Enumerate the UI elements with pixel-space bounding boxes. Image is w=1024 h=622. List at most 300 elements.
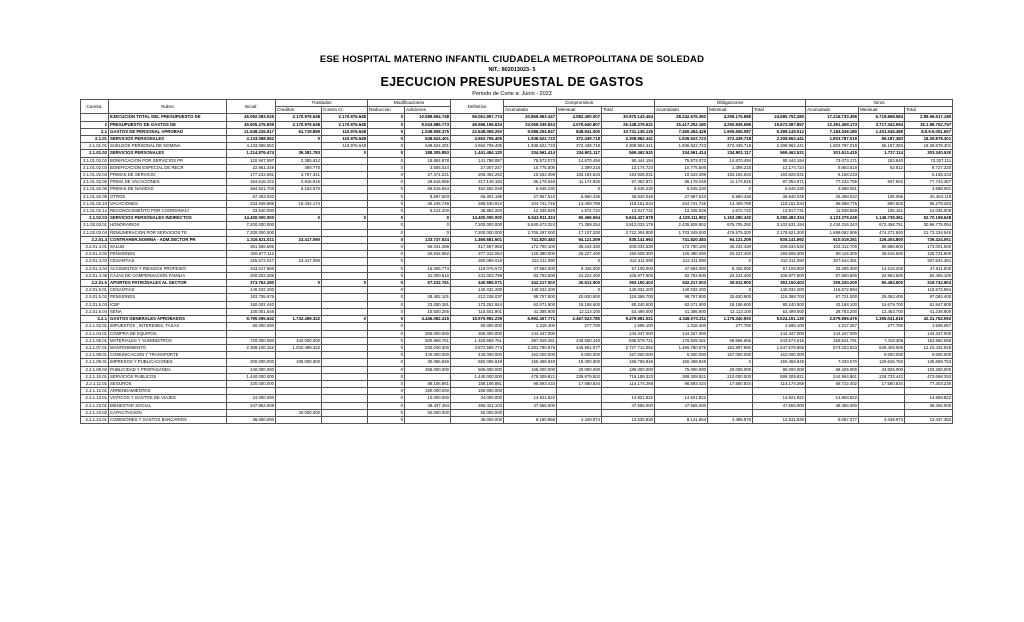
cell-value: 82.753.500 — [504, 272, 557, 279]
cell-value: 18.168.600 — [708, 301, 753, 308]
cell-value: 17.216.733.396 — [806, 114, 859, 121]
table-row — [81, 229, 953, 236]
cell-value — [322, 359, 368, 366]
cell-value: 36.615.500 — [859, 251, 905, 258]
cell-cuenta: 2.2.1.09.01 — [81, 359, 109, 366]
cell-value: 2.179.921.200 — [753, 229, 806, 236]
cell-value — [276, 244, 322, 251]
cell-value: 7.033.570 — [806, 359, 859, 366]
cell-rubro: SERVICIOS PERSONALES — [109, 136, 227, 143]
cell-value: 2.879.959.476 — [806, 316, 859, 323]
cell-value: 20.630.900 — [708, 294, 753, 301]
table-row — [81, 143, 953, 150]
cell-value: 0 — [322, 280, 368, 287]
cell-value — [276, 380, 322, 387]
period-line: Periodo de Corte a: Junio - 2023 — [472, 91, 552, 97]
cell-value: 1.317.357 — [806, 323, 859, 330]
cell-value: 125.731.800 — [905, 251, 953, 258]
cell-value: 14.921.822 — [602, 395, 655, 402]
cell-value — [322, 272, 368, 279]
cell-value: 140.032.200 — [753, 287, 806, 294]
cell-value: 0 — [405, 215, 451, 222]
cell-rubro: BONIFICACION POR SERVICIOS PR — [109, 157, 227, 164]
cell-value — [322, 222, 368, 229]
cell-value: 17.580.834 — [557, 380, 602, 387]
cell-value: 12.345.929 — [655, 208, 708, 215]
cell-value: 144.347.000 — [753, 330, 806, 337]
cell-value: 114.174.268 — [602, 380, 655, 387]
cell-value: 180.000.000 — [451, 388, 504, 395]
cell-rubro: COMISIONES Y GASTOS BANCARIOS — [109, 416, 227, 423]
cell-value: 5.214.200 — [405, 208, 451, 215]
cell-value: 361.556.695 — [227, 244, 276, 251]
cell-value: 24.000.000 — [227, 395, 276, 402]
table-row — [81, 395, 953, 402]
cell-value: 648.624.401 — [405, 143, 451, 150]
cell-value: 21.648.226.617 — [227, 128, 276, 135]
cell-value: 97.352.871 — [602, 179, 655, 186]
cell-value: 0 — [368, 330, 405, 337]
cell-value: 68.425.000 — [806, 366, 859, 373]
cell-value: 2.89.56.617.180 — [905, 114, 953, 121]
cell-value: 14.870.494 — [557, 157, 602, 164]
table-row — [81, 164, 953, 171]
cell-value: 1.672.722 — [557, 208, 602, 215]
cell-value — [276, 402, 322, 409]
cell-rubro: GASTOS GENERALES APROBADOS — [109, 316, 227, 323]
cell-value — [557, 409, 602, 416]
cell-rubro: MANTENIMIENTO — [109, 344, 227, 351]
cell-value: 12.531.830 — [753, 416, 806, 423]
cell-value: 12.113.100 — [557, 308, 602, 315]
cell-value: 0 — [368, 323, 405, 330]
cell-value: 9.790.095.642 — [227, 316, 276, 323]
cell-value: 63.812 — [859, 164, 905, 171]
cell-rubro: PUBLICIDAD Y PROPAGANDA — [109, 366, 227, 373]
cell-value: 96.279.283 — [905, 200, 953, 207]
cell-value: 27.471.221 — [405, 172, 451, 179]
cell-cuenta: 2.1.02.03 — [81, 215, 109, 222]
cell-value: 277.700 — [708, 323, 753, 330]
cell-value: 3.915.916 — [276, 179, 322, 186]
cell-value: 5.282.492.334 — [753, 215, 806, 222]
table-row — [81, 388, 953, 395]
cell-value: 10.000.000 — [405, 395, 451, 402]
cell-value: 9.600.000 — [859, 352, 905, 359]
cell-cuenta: 2.2.1.02.01 — [81, 323, 109, 330]
table-body — [81, 114, 953, 424]
cell-value: 56.061.997.774 — [451, 114, 504, 121]
table-row — [81, 200, 953, 207]
cell-value: 719.189.323 — [602, 373, 655, 380]
col-obligaciones-acumulado: Acumulado — [655, 107, 708, 114]
cell-cuenta: 2.2.01.5 — [81, 280, 109, 287]
cell-value: 0 — [276, 280, 322, 287]
cell-value: 0 — [368, 143, 405, 150]
cell-value: 94.121.209 — [708, 236, 753, 243]
cell-value: 0 — [368, 316, 405, 323]
cell-value: 8.141.854 — [655, 416, 708, 423]
cell-value: 289.530.912 — [451, 200, 504, 207]
cell-value: 4.348.070.211 — [655, 316, 708, 323]
table-row — [81, 294, 953, 301]
col-obligaciones-total: Total — [753, 107, 806, 114]
cell-value — [276, 193, 322, 200]
cell-rubro: SUELDOS PERSONAL DE NOMINA — [109, 143, 227, 150]
cell-value — [557, 402, 602, 409]
cell-value — [708, 395, 753, 402]
cell-value: 0 — [557, 287, 602, 294]
table-row — [81, 272, 953, 279]
cell-value — [806, 388, 859, 395]
cell-value — [322, 301, 368, 308]
cell-cuenta: 2.2.01.5.04 — [81, 308, 109, 315]
cell-value: 2.170.976.648 — [276, 121, 322, 128]
cell-value — [859, 388, 905, 395]
cell-value: 11.938.858 — [806, 208, 859, 215]
cell-value — [405, 258, 451, 265]
cell-value: 157.000.000 — [708, 352, 753, 359]
cell-value: 50.000.000 — [405, 409, 451, 416]
cell-value: 3.717.342.594 — [859, 121, 905, 128]
cell-value: 720.000.000 — [227, 337, 276, 344]
cell-value: 103.017.866 — [227, 265, 276, 272]
cell-value: 43.168.100 — [806, 301, 859, 308]
cell-value: 505.000.000 — [451, 366, 504, 373]
cell-value: 28.242.576.392 — [655, 114, 708, 121]
cell-value: 440.995.071 — [451, 280, 504, 287]
cell-value: 9.479.981.021 — [602, 316, 655, 323]
cell-value: 676.705.292 — [708, 222, 753, 229]
cell-value: 9.389.149.512 — [753, 128, 806, 135]
cell-value: 28.783.200 — [806, 308, 859, 315]
cell-value: 100.000.000 — [227, 380, 276, 387]
cell-value: 80.466.654 — [557, 215, 602, 222]
table-row — [81, 280, 953, 287]
cell-value: 36.940.049 — [753, 193, 806, 200]
cell-value: 5.524.151.130 — [753, 316, 806, 323]
cell-value: 33.640.000 — [227, 208, 276, 215]
cell-value: 7.200.000.000 — [227, 229, 276, 236]
cell-rubro: SENA — [109, 308, 227, 315]
cell-value: 61.719.899 — [276, 128, 322, 135]
cell-value: 18.29.878.301 — [905, 136, 953, 143]
cell-value: 118.151.534 — [753, 200, 806, 207]
cell-value: 12.174.724 — [602, 164, 655, 171]
cell-value: 144.347.000 — [806, 330, 859, 337]
cell-value: 1.703.349.000 — [655, 229, 708, 236]
cell-value: 47.655.000 — [753, 402, 806, 409]
cell-value: 0 — [368, 136, 405, 143]
cell-value: 210.000.000 — [708, 373, 753, 380]
cell-value — [859, 402, 905, 409]
col-contra-cr: Contra Cr. — [322, 107, 368, 114]
cell-value — [322, 157, 368, 164]
cell-value: 277.700 — [557, 323, 602, 330]
cell-value: 1.318.400 — [504, 323, 557, 330]
cell-value — [806, 352, 859, 359]
cell-value — [322, 330, 368, 337]
cell-value — [905, 388, 953, 395]
cell-value: 7.460.454.428 — [655, 128, 708, 135]
cell-value: 6.645.230 — [602, 186, 655, 193]
table-row — [81, 258, 953, 265]
cell-value: 19.434.174 — [276, 200, 322, 207]
cell-value: 6.992.457.771 — [504, 316, 557, 323]
table-row — [81, 287, 953, 294]
cell-value: 2.281.780.975 — [504, 344, 557, 351]
cell-value: 1.175.340.920 — [708, 316, 753, 323]
cell-value: 8.180.856 — [504, 416, 557, 423]
budget-execution-table — [80, 99, 953, 424]
cell-cuenta: 2.1.01.02.06 — [81, 186, 109, 193]
cell-value: 140.032.200 — [451, 287, 504, 294]
cell-cuenta: 2.2.01.4.05 — [81, 272, 109, 279]
cell-value: 206.492.253 — [451, 172, 504, 179]
cell-value: 14.921.822 — [655, 395, 708, 402]
cell-value: 0 — [368, 366, 405, 373]
col-definitivo: Definitivo — [451, 100, 504, 114]
cell-value: 30.96.775.094 — [905, 222, 953, 229]
cell-value: 12.453.700 — [859, 308, 905, 315]
cell-value: 18.168.600 — [557, 301, 602, 308]
cell-value: 2.170.976.648 — [276, 114, 322, 121]
cell-value: 200.003.289 — [227, 272, 276, 279]
cell-value: 30.096.849 — [405, 359, 451, 366]
cell-value: 5.840.673.324 — [504, 222, 557, 229]
cell-value: 166.768.849 — [602, 359, 655, 366]
cell-value: 377.312.064 — [451, 251, 504, 258]
cell-value: 3.588.081 — [806, 186, 859, 193]
cell-value — [276, 301, 322, 308]
cell-value: 372.439.718 — [708, 136, 753, 143]
cell-cuenta: 2.2.01.4.04 — [81, 265, 109, 272]
cell-value: 34.825.000 — [859, 366, 905, 373]
cell-value: 17.580.834 — [859, 380, 905, 387]
cell-value: 13.409.789 — [708, 200, 753, 207]
cell-value: 452.592.049 — [451, 186, 504, 193]
cell-rubro: IMPUESTOS , INTERESES, TASAS — [109, 323, 227, 330]
cell-value: 12.174.724 — [753, 164, 806, 171]
cell-value: 49.996.156.634 — [451, 121, 504, 128]
cell-value: 0 — [368, 236, 405, 243]
table-row — [81, 301, 953, 308]
cell-value: 150.468.849 — [753, 359, 806, 366]
cell-value — [905, 409, 953, 416]
cell-value: 11.174.825 — [708, 179, 753, 186]
cell-value: 14.921.822 — [753, 395, 806, 402]
cell-value: 0 — [276, 215, 322, 222]
cell-value — [276, 388, 322, 395]
cell-value: 180.000.000 — [405, 388, 451, 395]
cell-cuenta: 2.2.1.10.01 — [81, 373, 109, 380]
cell-value: 473.698.293 — [905, 373, 953, 380]
cell-value: 5.168.233 — [905, 172, 953, 179]
cell-value: 1.465.780.975 — [655, 344, 708, 351]
cell-value: 104.741.745 — [655, 200, 708, 207]
cell-value: 22.648.069.293 — [451, 128, 504, 135]
cell-value: 8.897.503 — [405, 193, 451, 200]
cell-value: 0 — [368, 114, 405, 121]
cell-value: 439.650.440 — [557, 337, 602, 344]
cell-value: 0 — [557, 258, 602, 265]
cell-value: 0 — [708, 258, 753, 265]
cell-value: 0 — [368, 395, 405, 402]
table-row — [81, 416, 953, 423]
cell-value: 90.444.194 — [602, 157, 655, 164]
cell-cuenta: 2.1.01.02.03 — [81, 164, 109, 171]
cell-value — [227, 409, 276, 416]
cell-value — [276, 272, 322, 279]
cell-rubro: CAJAS DE COMPENSACION FAMILIA — [109, 272, 227, 279]
cell-value: 209.034.530 — [602, 244, 655, 251]
cell-rubro: IMPRESOS Y PUBLICACIONES — [109, 359, 227, 366]
cell-value: 39.381.783 — [276, 150, 322, 157]
cell-value: 185.000.000 — [602, 366, 655, 373]
cell-value: 14.869.822 — [905, 395, 953, 402]
cell-value: 9.727.330 — [905, 164, 953, 171]
cell-value: 10.633.399 — [504, 172, 557, 179]
cell-rubro: RECONOCIMIENTO POR COORDINACI — [109, 208, 227, 215]
cell-value: 373.762.280 — [227, 280, 276, 287]
cell-value: 4.662.706.405 — [451, 143, 504, 150]
cell-value: 140.032.200 — [655, 287, 708, 294]
cell-value: 94.121.209 — [557, 236, 602, 243]
cell-value: 0 — [708, 287, 753, 294]
report-title: EJECUCION PRESUPUESTAL DE GASTOS — [380, 75, 644, 89]
cell-value: 0 — [708, 359, 753, 366]
cell-value: 1.936.522.723 — [504, 136, 557, 143]
cell-value — [227, 388, 276, 395]
cell-value: 6.960.436 — [557, 193, 602, 200]
cell-value: 6.645.230 — [753, 186, 806, 193]
cell-value: 12.113.100 — [708, 308, 753, 315]
cell-value: 0 — [368, 402, 405, 409]
cell-value: 8.043.886.773 — [405, 121, 451, 128]
table-row — [81, 215, 953, 222]
cell-value: 2.435.928.902 — [655, 222, 708, 229]
cell-value — [322, 193, 368, 200]
cell-value: 1.465.681.601 — [451, 236, 504, 243]
cell-cuenta: 2.2.1.04.01 — [81, 330, 109, 337]
cell-value: 30.000.000 — [276, 409, 322, 416]
cell-value: 98.757.800 — [504, 294, 557, 301]
cell-value — [276, 308, 322, 315]
cell-value: 500.869.761 — [405, 337, 451, 344]
cell-value: 119.388.700 — [602, 294, 655, 301]
col-inicial: Inicial: — [227, 100, 276, 114]
cell-value: 53.499.000 — [753, 308, 806, 315]
cell-value: 12.345.929 — [504, 208, 557, 215]
cell-value — [859, 186, 905, 193]
cell-value: 0 — [368, 359, 405, 366]
table-row — [81, 373, 953, 380]
cell-value: 165.000.000 — [504, 366, 557, 373]
cell-value — [405, 373, 451, 380]
cell-value: 636.409.005 — [859, 344, 905, 351]
cell-value: 110.976.648 — [322, 136, 368, 143]
cell-cuenta: 2.1 — [81, 128, 109, 135]
cell-value: 247.963.609 — [227, 402, 276, 409]
cell-rubro: CAPACITACION — [109, 409, 227, 416]
cell-value: 110.976.648 — [322, 143, 368, 150]
cell-value: 38.355.000 — [806, 402, 859, 409]
cell-value: 1.803.787.019 — [806, 136, 859, 143]
cell-cuenta: 2.2.1.12.01 — [81, 388, 109, 395]
cell-value: 110.976.648 — [322, 128, 368, 135]
cell-value: 1.440.000.000 — [227, 373, 276, 380]
table-row — [81, 179, 953, 186]
cell-value: 31.000.510 — [405, 272, 451, 279]
cell-value: 0 — [368, 150, 405, 157]
cell-value: 2.434.316.343 — [806, 222, 859, 229]
cell-value: 12.045.009 — [905, 208, 953, 215]
cell-value: 3.872.599.774 — [451, 344, 504, 351]
cell-value: 140.032.200 — [227, 287, 276, 294]
cell-value: 0 — [368, 193, 405, 200]
cell-value: 312.411.090 — [504, 258, 557, 265]
cell-value: 119.388.700 — [753, 294, 806, 301]
cell-value: 88.106.881 — [405, 380, 451, 387]
cell-value: 80.240.500 — [602, 301, 655, 308]
cell-value: 599.309.821 — [753, 373, 806, 380]
cell-value: 0 — [368, 244, 405, 251]
cell-value: 0 — [368, 215, 405, 222]
cell-value — [322, 388, 368, 395]
cell-value: 100.000.000 — [276, 337, 322, 344]
cell-value: 4.133.068.552 — [227, 143, 276, 150]
cell-value — [322, 308, 368, 315]
cell-rubro: HONORARIOS — [109, 222, 227, 229]
table-row — [81, 330, 953, 337]
cell-value: 4.389.976 — [708, 416, 753, 423]
cell-cuenta: 2.1.01.02.12 — [81, 208, 109, 215]
cell-value — [322, 186, 368, 193]
cell-value: 96.593.434 — [655, 380, 708, 387]
cell-value: 1.803.787.019 — [806, 143, 859, 150]
cell-value: 307.644.391 — [806, 258, 859, 265]
cell-value: 326.672.017 — [227, 258, 276, 265]
cell-value: 574.023.923 — [806, 344, 859, 351]
col-giros-acumulado: Acumulado — [806, 107, 859, 114]
cell-value — [859, 330, 905, 337]
cell-value: 305.000.000 — [405, 330, 451, 337]
cell-value: 14.400.000.000 — [227, 215, 276, 222]
cell-value: 12.530.830 — [602, 416, 655, 423]
table-row — [81, 128, 953, 135]
cell-value: 10.633.399 — [655, 172, 708, 179]
cell-value: 372.439.718 — [557, 143, 602, 150]
cell-value: 2.308.100.152 — [227, 344, 276, 351]
cell-value: 47.511.500 — [905, 265, 953, 272]
cell-value: 1.596.100 — [753, 323, 806, 330]
cell-value: 95.588.775 — [806, 200, 859, 207]
table-row — [81, 136, 953, 143]
cell-value: 66.187.383 — [859, 143, 905, 150]
cell-cuenta: 2.1.02.03.01 — [81, 222, 109, 229]
cell-value: 104.741.745 — [504, 200, 557, 207]
col-giros: Giros — [806, 100, 953, 107]
cell-value: 0 — [368, 301, 405, 308]
cell-value: 75.573.073 — [655, 157, 708, 164]
cell-rubro: EJECUCION TOTAL DEL PRESUPUESTO DE — [109, 114, 227, 121]
cell-value: 41.385.900 — [504, 308, 557, 315]
cell-value: 23.250.381 — [405, 301, 451, 308]
cell-value: 0 — [368, 294, 405, 301]
cell-rubro: MATERIALES Y SUMINISTROS — [109, 337, 227, 344]
cell-value: 1.727.114 — [859, 150, 905, 157]
cell-value: 5.543.911.324 — [504, 215, 557, 222]
